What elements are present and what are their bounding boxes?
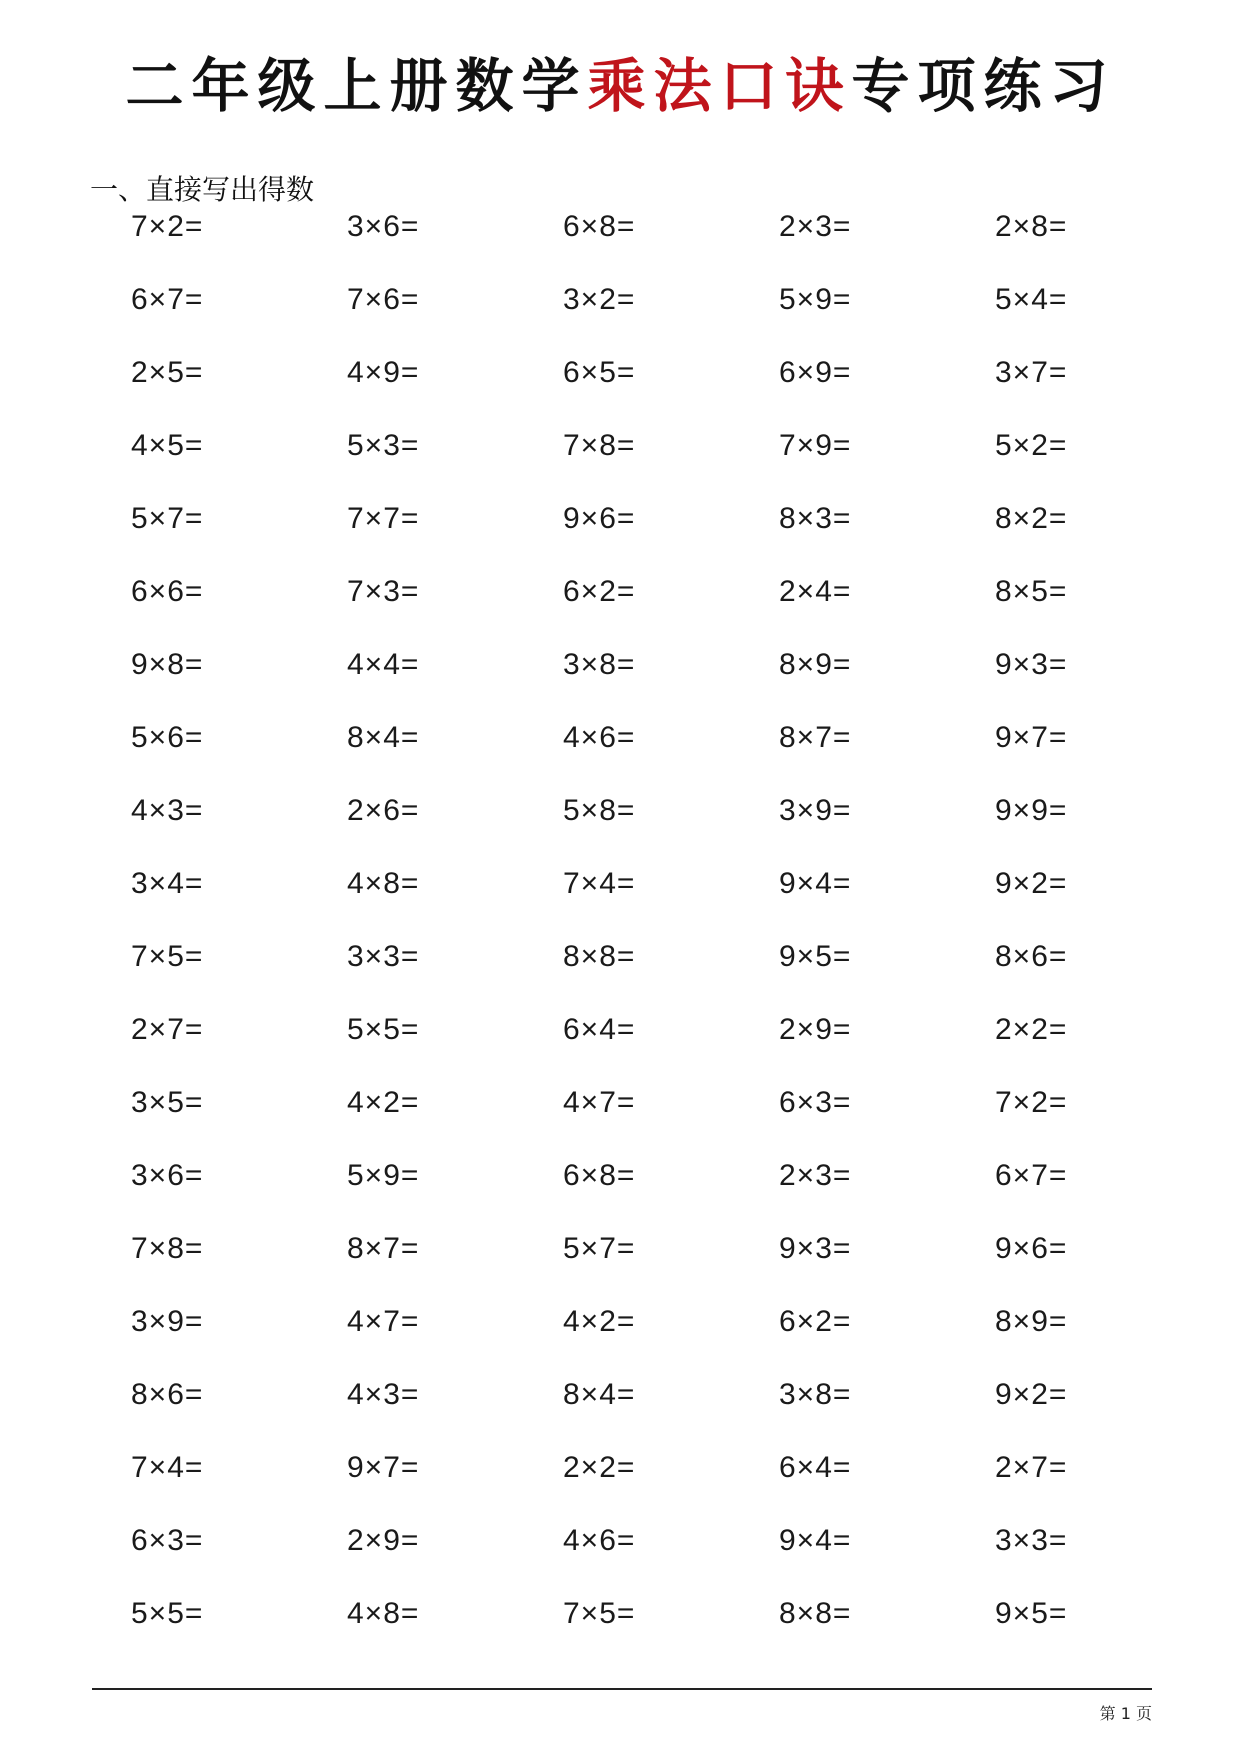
multiplication-problem: 2×4= [779,575,852,608]
section-heading: 一、直接写出得数 [90,173,315,206]
multiplication-problem: 4×2= [563,1305,636,1338]
multiplication-problem: 6×3= [131,1524,204,1557]
multiplication-problem: 8×9= [779,648,852,681]
multiplication-problem: 8×3= [779,502,852,535]
multiplication-problem: 4×9= [347,356,420,389]
multiplication-problem: 8×8= [563,940,636,973]
multiplication-problem: 2×3= [779,1159,852,1192]
multiplication-problem: 7×9= [779,429,852,462]
multiplication-problem: 9×5= [779,940,852,973]
multiplication-problem: 8×4= [563,1378,636,1411]
multiplication-problem: 4×6= [563,1524,636,1557]
multiplication-problem: 4×7= [347,1305,420,1338]
multiplication-problem: 5×5= [131,1597,204,1630]
multiplication-problem: 5×9= [779,283,852,316]
multiplication-problem: 9×3= [779,1232,852,1265]
multiplication-problem: 9×7= [347,1451,420,1484]
multiplication-problem: 6×2= [563,575,636,608]
multiplication-problem: 6×3= [779,1086,852,1119]
multiplication-problem: 8×7= [779,721,852,754]
multiplication-problem: 9×3= [995,648,1068,681]
multiplication-problem: 8×8= [779,1597,852,1630]
multiplication-problem: 7×2= [995,1086,1068,1119]
multiplication-problem: 4×4= [347,648,420,681]
multiplication-problem: 4×5= [131,429,204,462]
multiplication-problem: 9×6= [995,1232,1068,1265]
multiplication-problem: 9×2= [995,1378,1068,1411]
multiplication-problem: 6×4= [779,1451,852,1484]
multiplication-problem: 9×9= [995,794,1068,827]
multiplication-problem: 7×5= [563,1597,636,1630]
multiplication-problem: 5×8= [563,794,636,827]
multiplication-problem: 8×6= [131,1378,204,1411]
footer-divider [92,1688,1152,1690]
multiplication-problem: 9×6= [563,502,636,535]
title-suffix: 专项练习 [851,52,1116,120]
multiplication-problem: 6×4= [563,1013,636,1046]
multiplication-problem: 8×7= [347,1232,420,1265]
title-prefix: 二年级上册数学 [125,52,588,120]
multiplication-problem: 3×7= [995,356,1068,389]
multiplication-problem: 5×9= [347,1159,420,1192]
multiplication-problem: 2×9= [779,1013,852,1046]
multiplication-problem: 4×2= [347,1086,420,1119]
multiplication-problem: 2×7= [131,1013,204,1046]
multiplication-problem: 2×2= [563,1451,636,1484]
multiplication-problem: 9×8= [131,648,204,681]
multiplication-problem: 8×2= [995,502,1068,535]
multiplication-problem: 8×9= [995,1305,1068,1338]
page-number: 第 1 页 [1099,1704,1152,1723]
multiplication-problem: 9×4= [779,867,852,900]
multiplication-problem: 3×3= [347,940,420,973]
multiplication-problem: 2×3= [779,210,852,243]
multiplication-problem: 7×6= [347,283,420,316]
multiplication-problem: 6×7= [131,283,204,316]
multiplication-problem: 2×6= [347,794,420,827]
page-title [0,36,1241,126]
multiplication-problem: 6×8= [563,210,636,243]
multiplication-problem: 7×8= [563,429,636,462]
multiplication-problem: 6×9= [779,356,852,389]
multiplication-problem: 4×8= [347,867,420,900]
multiplication-problem: 4×3= [131,794,204,827]
multiplication-problem: 5×2= [995,429,1068,462]
multiplication-problem: 5×6= [131,721,204,754]
multiplication-problem: 5×7= [131,502,204,535]
multiplication-problem: 6×7= [995,1159,1068,1192]
multiplication-problem: 2×2= [995,1013,1068,1046]
multiplication-problem: 2×5= [131,356,204,389]
multiplication-problem: 3×9= [131,1305,204,1338]
multiplication-problem: 3×8= [563,648,636,681]
multiplication-problem: 9×7= [995,721,1068,754]
multiplication-problem: 7×7= [347,502,420,535]
title-highlight: 乘法口诀 [587,52,852,120]
multiplication-problem: 7×8= [131,1232,204,1265]
multiplication-problem: 6×6= [131,575,204,608]
multiplication-problem: 2×9= [347,1524,420,1557]
multiplication-problem: 5×5= [347,1013,420,1046]
multiplication-problem: 5×7= [563,1232,636,1265]
multiplication-problem: 3×4= [131,867,204,900]
multiplication-problem: 7×5= [131,940,204,973]
multiplication-problem: 3×3= [995,1524,1068,1557]
multiplication-problem: 8×6= [995,940,1068,973]
multiplication-problem: 6×5= [563,356,636,389]
multiplication-problem: 3×9= [779,794,852,827]
multiplication-problem: 6×2= [779,1305,852,1338]
multiplication-problem: 4×7= [563,1086,636,1119]
multiplication-problem: 7×2= [131,210,204,243]
multiplication-problem: 9×4= [779,1524,852,1557]
multiplication-problem: 7×4= [131,1451,204,1484]
problem-grid [131,207,1211,1667]
multiplication-problem: 7×3= [347,575,420,608]
multiplication-problem: 3×6= [347,210,420,243]
multiplication-problem: 8×4= [347,721,420,754]
multiplication-problem: 7×4= [563,867,636,900]
multiplication-problem: 5×3= [347,429,420,462]
multiplication-problem: 5×4= [995,283,1068,316]
multiplication-problem: 9×2= [995,867,1068,900]
multiplication-problem: 4×8= [347,1597,420,1630]
multiplication-problem: 4×3= [347,1378,420,1411]
multiplication-problem: 3×5= [131,1086,204,1119]
multiplication-problem: 2×7= [995,1451,1068,1484]
multiplication-problem: 2×8= [995,210,1068,243]
multiplication-problem: 6×8= [563,1159,636,1192]
multiplication-problem: 3×8= [779,1378,852,1411]
multiplication-problem: 4×6= [563,721,636,754]
multiplication-problem: 9×5= [995,1597,1068,1630]
multiplication-problem: 3×2= [563,283,636,316]
multiplication-problem: 8×5= [995,575,1068,608]
multiplication-problem: 3×6= [131,1159,204,1192]
